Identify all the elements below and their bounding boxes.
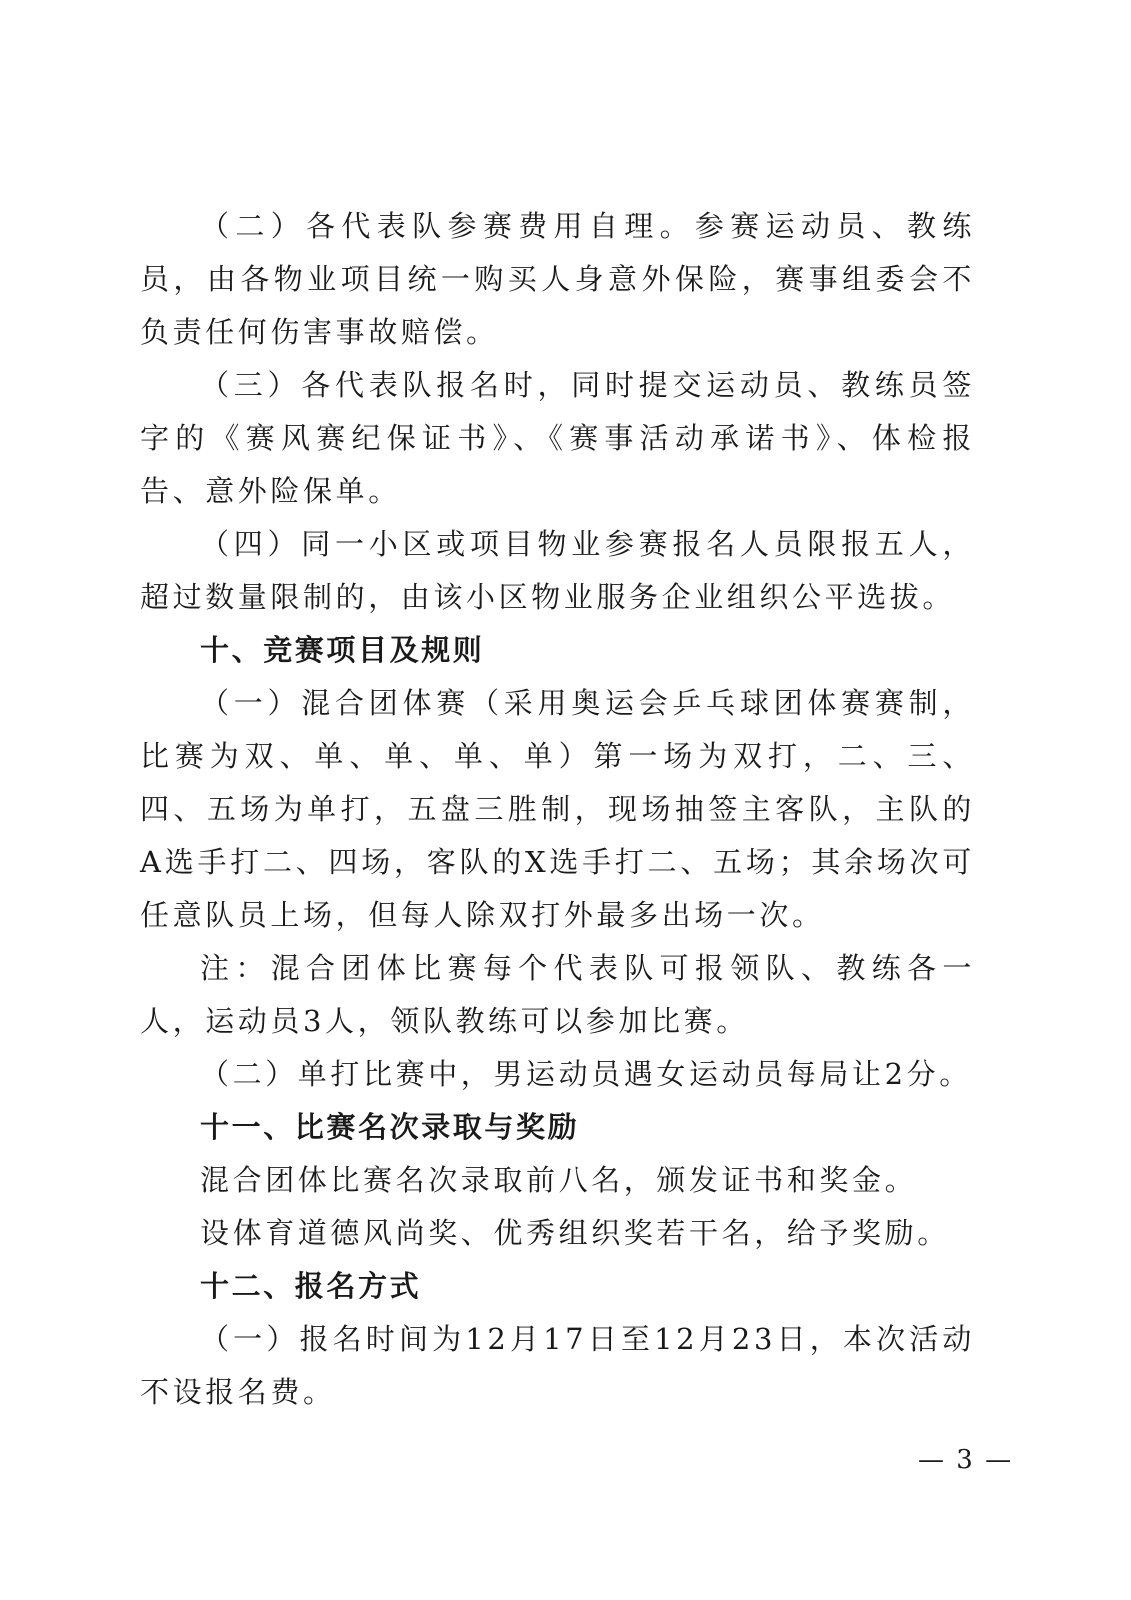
paragraph-team-note: 注：混合团体比赛每个代表队可报领队、教练各一人，运动员3人，领队教练可以参加比赛。 <box>140 951 975 1038</box>
paragraph-mixed-team-format: （一）混合团体赛（采用奥运会乒乓球团体赛赛制，比赛为双、单、单、单、单）第一场为双打，二、三、四、五场为单打，五盘三胜制，现场抽签主客队，主队的A选手打二、四场，客队的X选手打二、五场；其余场次可任意队员上场，但每人除双打外最多出场一次。 <box>140 686 975 932</box>
paragraph-singles-handicap: （二）单打比赛中，男运动员遇女运动员每局让2分。 <box>200 1057 972 1091</box>
document-body <box>140 200 975 1419</box>
paragraph-registration-documents: （三）各代表队报名时，同时提交运动员、教练员签字的《赛风赛纪保证书》、《赛事活动承诺书》、体检报告、意外险保单。 <box>140 368 975 508</box>
section-heading-competition-rules: 十、竞赛项目及规则 <box>200 633 485 667</box>
section-heading-registration: 十二、报名方式 <box>200 1269 422 1303</box>
paragraph-ranking-awards: 混合团体比赛名次录取前八名，颁发证书和奖金。 <box>200 1163 918 1197</box>
paragraph-registration-time: （一）报名时间为12月17日至12月23日，本次活动不设报名费。 <box>140 1322 975 1409</box>
paragraph-participation-fees: （二）各代表队参赛费用自理。参赛运动员、教练员，由各物业项目统一购买人身意外保险，赛事组委会不负责任何伤害事故赔偿。 <box>140 209 975 349</box>
paragraph-special-awards: 设体育道德风尚奖、优秀组织奖若干名，给予奖励。 <box>200 1216 950 1250</box>
page-number: — 3 — <box>918 1445 1014 1475</box>
section-heading-awards: 十一、比赛名次录取与奖励 <box>200 1110 580 1144</box>
paragraph-entry-limit: （四）同一小区或项目物业参赛报名人员限报五人，超过数量限制的，由该小区物业服务企业组织公平选拔。 <box>140 527 975 614</box>
